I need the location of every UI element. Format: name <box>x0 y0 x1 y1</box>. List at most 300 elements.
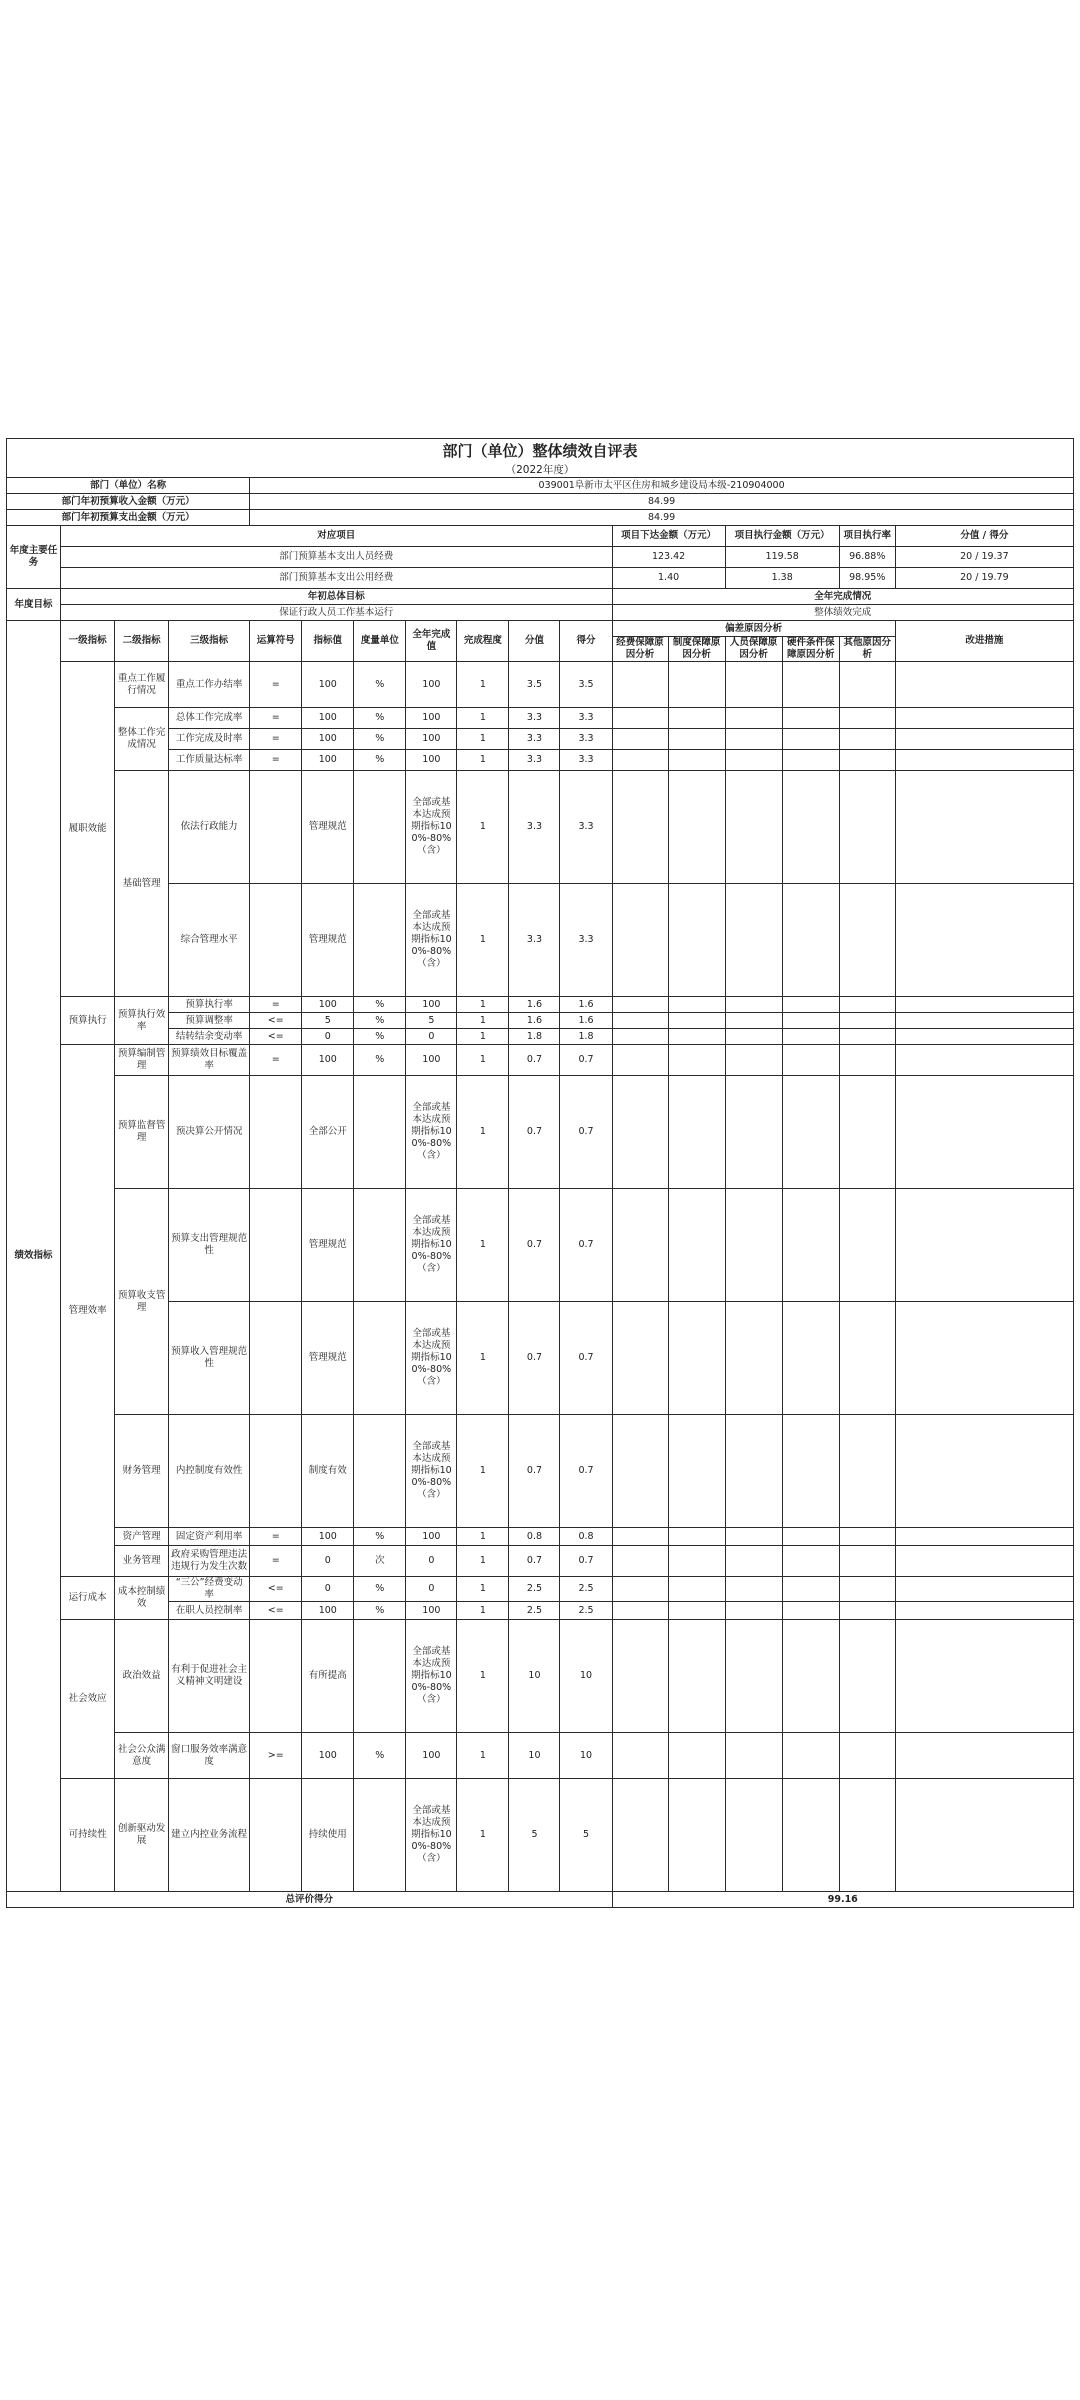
col-weight: 分值 <box>509 621 560 662</box>
initial-goal-header: 年初总体目标 <box>61 589 612 605</box>
blank-cell <box>782 1013 839 1029</box>
level3-indicator: 预算收入管理规范性 <box>169 1302 250 1415</box>
income-value: 84.99 <box>250 494 1074 510</box>
actual-value: 100 <box>406 1733 457 1779</box>
level2-indicator: 整体工作完成情况 <box>115 708 169 771</box>
score: 3.3 <box>560 771 612 884</box>
completion-degree: 1 <box>457 1013 509 1029</box>
col-degree: 完成程度 <box>457 621 509 662</box>
level3-indicator: 预决算公开情况 <box>169 1076 250 1189</box>
blank-cell <box>782 1528 839 1546</box>
score: 3.3 <box>560 729 612 750</box>
weight: 0.8 <box>509 1528 560 1546</box>
weight: 3.3 <box>509 729 560 750</box>
operator <box>250 1415 302 1528</box>
weight: 3.3 <box>509 771 560 884</box>
level3-indicator: “三公”经费变动率 <box>169 1577 250 1602</box>
blank-cell <box>895 1029 1073 1045</box>
operator: <= <box>250 1029 302 1045</box>
blank-cell <box>895 708 1073 729</box>
completion-degree: 1 <box>457 750 509 771</box>
blank-cell <box>895 1302 1073 1415</box>
blank-cell <box>668 1546 725 1577</box>
blank-cell <box>895 1779 1073 1892</box>
blank-cell <box>612 662 668 708</box>
unit: % <box>354 708 406 729</box>
blank-cell <box>668 1045 725 1076</box>
blank-cell <box>895 997 1073 1013</box>
actual-value: 全部或基本达成预期指标100%-80%（含） <box>406 1076 457 1189</box>
weight: 3.3 <box>509 750 560 771</box>
level3-indicator: 政府采购管理违法违规行为发生次数 <box>169 1546 250 1577</box>
deviation-analysis-header: 偏差原因分析 <box>612 621 895 637</box>
completion-degree: 1 <box>457 1076 509 1189</box>
completion-degree: 1 <box>457 662 509 708</box>
level2-indicator: 创新驱动发展 <box>115 1779 169 1892</box>
task-score: 19.37 <box>981 551 1009 562</box>
completion-degree: 1 <box>457 1779 509 1892</box>
level3-indicator: 窗口服务效率满意度 <box>169 1733 250 1779</box>
actual-value: 100 <box>406 1528 457 1546</box>
blank-cell <box>612 1733 668 1779</box>
unit: % <box>354 1733 406 1779</box>
weight: 1.8 <box>509 1029 560 1045</box>
completion-degree: 1 <box>457 729 509 750</box>
target-value: 100 <box>302 1528 354 1546</box>
indicator-row <box>7 771 1074 884</box>
score: 0.7 <box>560 1189 612 1302</box>
score: 2.5 <box>560 1577 612 1602</box>
task-weight: 20 <box>960 551 973 562</box>
operator <box>250 884 302 997</box>
target-value: 100 <box>302 708 354 729</box>
completion-degree: 1 <box>457 1029 509 1045</box>
blank-cell <box>725 1302 782 1415</box>
blank-cell <box>612 1302 668 1415</box>
score: 0.7 <box>560 1302 612 1415</box>
score: 3.5 <box>560 662 612 708</box>
target-value: 5 <box>302 1013 354 1029</box>
blank-cell <box>782 884 839 997</box>
level1-indicator: 运行成本 <box>61 1577 115 1620</box>
target-value: 管理规范 <box>302 771 354 884</box>
col-task-weight-score: 分值 / 得分 <box>895 526 1073 547</box>
blank-cell <box>612 884 668 997</box>
blank-cell <box>668 1302 725 1415</box>
blank-cell <box>668 884 725 997</box>
improvement-header: 改进措施 <box>895 621 1073 662</box>
target-value: 管理规范 <box>302 1189 354 1302</box>
operator <box>250 1076 302 1189</box>
blank-cell <box>668 1577 725 1602</box>
unit: % <box>354 1577 406 1602</box>
blank-cell <box>895 729 1073 750</box>
target-value: 有所提高 <box>302 1620 354 1733</box>
blank-cell <box>782 1302 839 1415</box>
unit <box>354 884 406 997</box>
blank-cell <box>612 1546 668 1577</box>
unit <box>354 1302 406 1415</box>
blank-cell <box>839 1620 895 1733</box>
score: 5 <box>560 1779 612 1892</box>
col-staff-reason: 人员保障原因分析 <box>725 637 782 662</box>
blank-cell <box>668 1013 725 1029</box>
blank-cell <box>839 1302 895 1415</box>
blank-cell <box>839 1528 895 1546</box>
actual-value: 全部或基本达成预期指标100%-80%（含） <box>406 1415 457 1528</box>
completion-degree: 1 <box>457 1577 509 1602</box>
operator: <= <box>250 1577 302 1602</box>
weight: 0.7 <box>509 1189 560 1302</box>
task-allocated: 123.42 <box>612 547 725 568</box>
target-value: 100 <box>302 729 354 750</box>
blank-cell <box>839 729 895 750</box>
col-level1: 一级指标 <box>61 621 115 662</box>
unit: % <box>354 662 406 708</box>
blank-cell <box>725 1415 782 1528</box>
blank-cell <box>725 1733 782 1779</box>
unit <box>354 771 406 884</box>
score: 0.8 <box>560 1528 612 1546</box>
blank-cell <box>668 662 725 708</box>
blank-cell <box>725 1076 782 1189</box>
actual-value: 100 <box>406 997 457 1013</box>
score: 1.6 <box>560 997 612 1013</box>
blank-cell <box>612 1415 668 1528</box>
blank-cell <box>725 1528 782 1546</box>
blank-cell <box>612 1189 668 1302</box>
target-value: 全部公开 <box>302 1076 354 1189</box>
blank-cell <box>668 1733 725 1779</box>
blank-cell <box>839 708 895 729</box>
blank-cell <box>895 1577 1073 1602</box>
indicator-row <box>7 1546 1074 1577</box>
level1-indicator: 预算执行 <box>61 997 115 1045</box>
blank-cell <box>668 1189 725 1302</box>
operator <box>250 1779 302 1892</box>
weight: 0.7 <box>509 1076 560 1189</box>
blank-cell <box>612 1013 668 1029</box>
completion-degree: 1 <box>457 1415 509 1528</box>
level3-indicator: 结转结余变动率 <box>169 1029 250 1045</box>
evaluation-table <box>6 438 1074 1908</box>
indicator-row <box>7 1189 1074 1302</box>
initial-goal-value: 保证行政人员工作基本运行 <box>61 605 612 621</box>
self-evaluation-sheet <box>6 438 1074 1908</box>
score: 10 <box>560 1620 612 1733</box>
actual-value: 100 <box>406 729 457 750</box>
col-task-item: 对应项目 <box>61 526 612 547</box>
target-value: 持续使用 <box>302 1779 354 1892</box>
task-item: 部门预算基本支出人员经费 <box>61 547 612 568</box>
blank-cell <box>612 729 668 750</box>
section-performance-indicators: 绩效指标 <box>7 621 61 1892</box>
weight: 0.7 <box>509 1546 560 1577</box>
total-score-value: 99.16 <box>612 1892 1073 1908</box>
blank-cell <box>668 1415 725 1528</box>
target-value: 0 <box>302 1029 354 1045</box>
blank-cell <box>725 750 782 771</box>
actual-value: 5 <box>406 1013 457 1029</box>
level2-indicator: 社会公众满意度 <box>115 1733 169 1779</box>
blank-cell <box>839 1029 895 1045</box>
completion-degree: 1 <box>457 884 509 997</box>
unit: % <box>354 1013 406 1029</box>
blank-cell <box>725 729 782 750</box>
actual-value: 全部或基本达成预期指标100%-80%（含） <box>406 1189 457 1302</box>
level1-indicator: 管理效率 <box>61 1045 115 1577</box>
actual-value: 100 <box>406 1602 457 1620</box>
blank-cell <box>612 771 668 884</box>
task-executed: 119.58 <box>725 547 839 568</box>
blank-cell <box>612 708 668 729</box>
blank-cell <box>782 750 839 771</box>
blank-cell <box>725 708 782 729</box>
blank-cell <box>782 997 839 1013</box>
actual-value: 100 <box>406 750 457 771</box>
unit <box>354 1415 406 1528</box>
blank-cell <box>839 750 895 771</box>
sheet-title: 部门（单位）整体绩效自评表 <box>7 439 1074 464</box>
blank-cell <box>782 1029 839 1045</box>
score: 10 <box>560 1733 612 1779</box>
score: 3.3 <box>560 884 612 997</box>
target-value: 100 <box>302 997 354 1013</box>
indicator-row <box>7 1577 1074 1602</box>
unit <box>354 1189 406 1302</box>
actual-value: 全部或基本达成预期指标100%-80%（含） <box>406 884 457 997</box>
blank-cell <box>725 1013 782 1029</box>
col-level3: 三级指标 <box>169 621 250 662</box>
blank-cell <box>612 1779 668 1892</box>
unit: % <box>354 997 406 1013</box>
level2-indicator: 资产管理 <box>115 1528 169 1546</box>
completion-degree: 1 <box>457 1189 509 1302</box>
completion-header: 全年完成情况 <box>612 589 1073 605</box>
actual-value: 100 <box>406 708 457 729</box>
unit: % <box>354 1045 406 1076</box>
blank-cell <box>895 1620 1073 1733</box>
blank-cell <box>782 662 839 708</box>
col-score: 得分 <box>560 621 612 662</box>
actual-value: 100 <box>406 1045 457 1076</box>
blank-cell <box>839 1602 895 1620</box>
blank-cell <box>612 1076 668 1189</box>
task-executed: 1.38 <box>725 568 839 589</box>
expense-value: 84.99 <box>250 510 1074 526</box>
indicator-row <box>7 1528 1074 1546</box>
dept-name-value: 039001阜新市太平区住房和城乡建设局本级-210904000 <box>250 478 1074 494</box>
level3-indicator: 综合管理水平 <box>169 884 250 997</box>
completion-degree: 1 <box>457 997 509 1013</box>
blank-cell <box>839 771 895 884</box>
task-weight: 20 <box>960 572 973 583</box>
target-value: 100 <box>302 1733 354 1779</box>
weight: 2.5 <box>509 1577 560 1602</box>
level3-indicator: 工作完成及时率 <box>169 729 250 750</box>
col-other-reason: 其他原因分析 <box>839 637 895 662</box>
indicator-row <box>7 1733 1074 1779</box>
blank-cell <box>782 771 839 884</box>
unit: % <box>354 729 406 750</box>
blank-cell <box>895 1546 1073 1577</box>
score: 0.7 <box>560 1546 612 1577</box>
task-score: 19.79 <box>981 572 1009 583</box>
indicator-row <box>7 1779 1074 1892</box>
blank-cell <box>612 1620 668 1733</box>
indicator-row <box>7 997 1074 1013</box>
blank-cell <box>839 1045 895 1076</box>
blank-cell <box>612 1577 668 1602</box>
col-task-executed: 项目执行金额（万元） <box>725 526 839 547</box>
blank-cell <box>895 1189 1073 1302</box>
blank-cell <box>782 1045 839 1076</box>
level2-indicator: 重点工作履行情况 <box>115 662 169 708</box>
actual-value: 全部或基本达成预期指标100%-80%（含） <box>406 771 457 884</box>
blank-cell <box>612 997 668 1013</box>
blank-cell <box>668 1029 725 1045</box>
level2-indicator: 预算执行效率 <box>115 997 169 1045</box>
blank-cell <box>725 884 782 997</box>
blank-cell <box>839 1546 895 1577</box>
blank-cell <box>668 997 725 1013</box>
actual-value: 0 <box>406 1029 457 1045</box>
level1-indicator: 社会效应 <box>61 1620 115 1779</box>
score: 1.8 <box>560 1029 612 1045</box>
blank-cell <box>895 1602 1073 1620</box>
blank-cell <box>725 1189 782 1302</box>
col-target: 指标值 <box>302 621 354 662</box>
blank-cell <box>725 1620 782 1733</box>
blank-cell <box>782 1189 839 1302</box>
weight: 10 <box>509 1733 560 1779</box>
level3-indicator: 预算支出管理规范性 <box>169 1189 250 1302</box>
operator: = <box>250 750 302 771</box>
col-task-weight: 分值 <box>960 530 980 541</box>
task-item: 部门预算基本支出公用经费 <box>61 568 612 589</box>
unit: % <box>354 750 406 771</box>
level3-indicator: 依法行政能力 <box>169 771 250 884</box>
level2-indicator: 预算收支管理 <box>115 1189 169 1415</box>
blank-cell <box>895 1733 1073 1779</box>
completion-degree: 1 <box>457 1733 509 1779</box>
blank-cell <box>668 1528 725 1546</box>
blank-cell <box>725 1045 782 1076</box>
operator: <= <box>250 1602 302 1620</box>
indicator-row <box>7 1415 1074 1528</box>
blank-cell <box>895 750 1073 771</box>
blank-cell <box>839 1013 895 1029</box>
blank-cell <box>895 1076 1073 1189</box>
blank-cell <box>725 1577 782 1602</box>
blank-cell <box>839 997 895 1013</box>
income-label: 部门年初预算收入金额（万元） <box>7 494 250 510</box>
task-rate: 98.95% <box>839 568 895 589</box>
score: 1.6 <box>560 1013 612 1029</box>
actual-value: 100 <box>406 662 457 708</box>
blank-cell <box>839 1076 895 1189</box>
score: 0.7 <box>560 1076 612 1189</box>
blank-cell <box>725 771 782 884</box>
blank-cell <box>782 1546 839 1577</box>
blank-cell <box>895 1013 1073 1029</box>
level3-indicator: 重点工作办结率 <box>169 662 250 708</box>
blank-cell <box>725 1029 782 1045</box>
operator: >= <box>250 1733 302 1779</box>
blank-cell <box>725 997 782 1013</box>
target-value: 100 <box>302 662 354 708</box>
completion-degree: 1 <box>457 1546 509 1577</box>
blank-cell <box>895 884 1073 997</box>
col-system-reason: 制度保障原因分析 <box>668 637 725 662</box>
blank-cell <box>895 1415 1073 1528</box>
col-task-rate: 项目执行率 <box>839 526 895 547</box>
task-allocated: 1.40 <box>612 568 725 589</box>
blank-cell <box>668 1620 725 1733</box>
blank-cell <box>839 662 895 708</box>
level3-indicator: 在职人员控制率 <box>169 1602 250 1620</box>
col-actual: 全年完成值 <box>406 621 457 662</box>
completion-degree: 1 <box>457 771 509 884</box>
actual-value: 0 <box>406 1546 457 1577</box>
unit: % <box>354 1029 406 1045</box>
target-value: 管理规范 <box>302 884 354 997</box>
level2-indicator: 预算监督管理 <box>115 1076 169 1189</box>
weight: 3.5 <box>509 662 560 708</box>
blank-cell <box>668 750 725 771</box>
blank-cell <box>782 708 839 729</box>
blank-cell <box>612 1029 668 1045</box>
blank-cell <box>895 1045 1073 1076</box>
level2-indicator: 基础管理 <box>115 771 169 997</box>
level3-indicator: 总体工作完成率 <box>169 708 250 729</box>
weight: 0.7 <box>509 1302 560 1415</box>
blank-cell <box>839 1733 895 1779</box>
weight: 3.3 <box>509 708 560 729</box>
blank-cell <box>725 1602 782 1620</box>
blank-cell <box>612 1528 668 1546</box>
weight: 1.6 <box>509 1013 560 1029</box>
operator: = <box>250 1045 302 1076</box>
unit: 次 <box>354 1546 406 1577</box>
level2-indicator: 成本控制绩效 <box>115 1577 169 1620</box>
expense-label: 部门年初预算支出金额（万元） <box>7 510 250 526</box>
target-value: 100 <box>302 1602 354 1620</box>
target-value: 0 <box>302 1577 354 1602</box>
actual-value: 全部或基本达成预期指标100%-80%（含） <box>406 1779 457 1892</box>
operator: <= <box>250 1013 302 1029</box>
col-funding-reason: 经费保障原因分析 <box>612 637 668 662</box>
indicator-row <box>7 1620 1074 1733</box>
level3-indicator: 固定资产利用率 <box>169 1528 250 1546</box>
completion-degree: 1 <box>457 1602 509 1620</box>
blank-cell <box>612 1602 668 1620</box>
target-value: 管理规范 <box>302 1302 354 1415</box>
level3-indicator: 有利于促进社会主义精神文明建设 <box>169 1620 250 1733</box>
weight: 1.6 <box>509 997 560 1013</box>
task-weight-score: 20 / 19.79 <box>895 568 1073 589</box>
operator: = <box>250 997 302 1013</box>
operator: = <box>250 708 302 729</box>
score: 3.3 <box>560 708 612 729</box>
unit <box>354 1779 406 1892</box>
operator: = <box>250 1528 302 1546</box>
blank-cell <box>668 771 725 884</box>
operator: = <box>250 1546 302 1577</box>
weight: 0.7 <box>509 1415 560 1528</box>
completion-degree: 1 <box>457 1620 509 1733</box>
target-value: 100 <box>302 1045 354 1076</box>
